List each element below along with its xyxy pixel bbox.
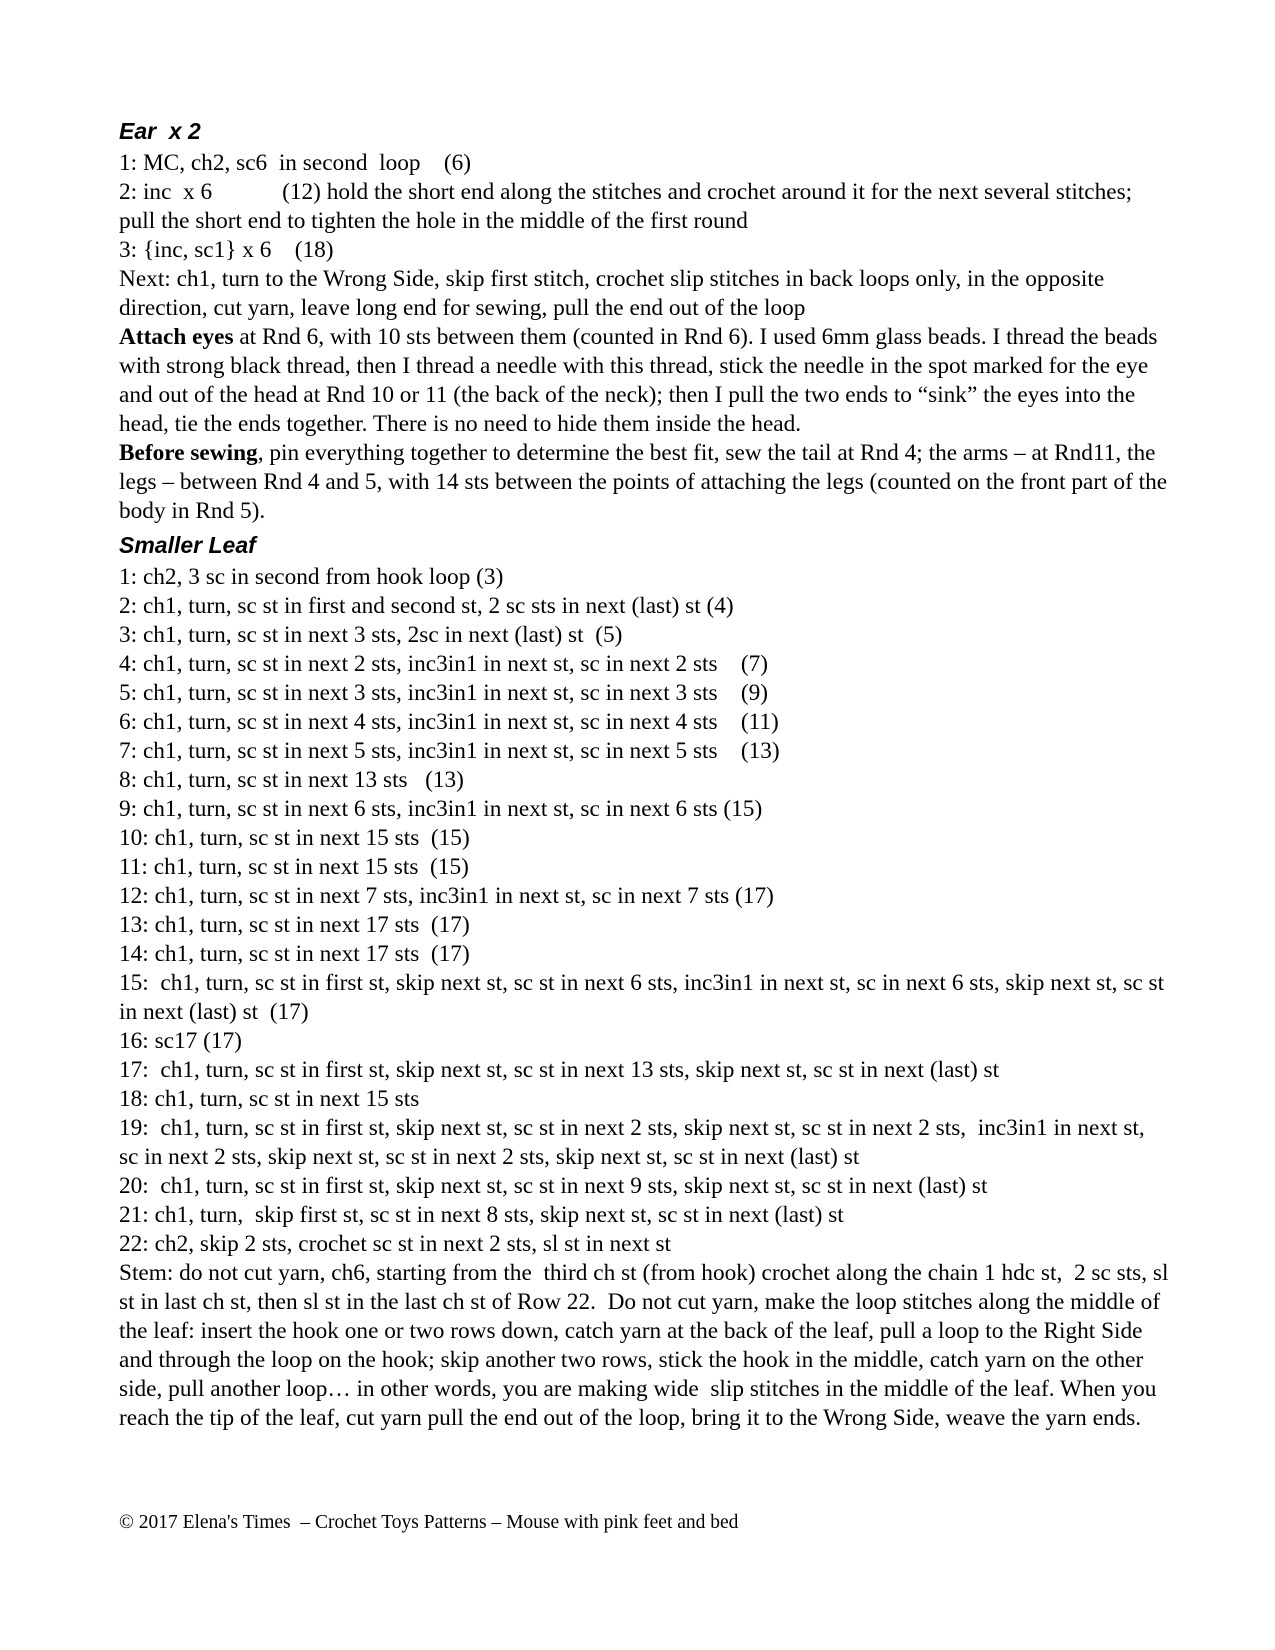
leaf-row: 6: ch1, turn, sc st in next 4 sts, inc3in1 in next st, sc in next 4 sts (11) bbox=[119, 709, 779, 735]
leaf-row: 11: ch1, turn, sc st in next 15 sts (15) bbox=[119, 854, 469, 880]
leaf-row: 16: sc17 (17) bbox=[119, 1028, 242, 1054]
leaf-row: 18: ch1, turn, sc st in next 15 sts bbox=[119, 1086, 420, 1112]
attach-eyes-paragraph bbox=[119, 323, 1169, 439]
leaf-rows-list bbox=[119, 563, 1169, 1259]
copyright-footer: © 2017 Elena's Times – Crochet Toys Patterns – Mouse with pink feet and bed bbox=[119, 1512, 739, 1533]
leaf-row: 5: ch1, turn, sc st in next 3 sts, inc3in1 in next st, sc in next 3 sts (9) bbox=[119, 680, 769, 706]
leaf-row: 22: ch2, skip 2 sts, crochet sc st in next 2 sts, sl st in next st bbox=[119, 1231, 671, 1257]
leaf-row: 4: ch1, turn, sc st in next 2 sts, inc3in1 in next st, sc in next 2 sts (7) bbox=[119, 651, 769, 677]
ear-round-2: 2: inc x 6 (12) hold the short end along the stitches and crochet around it for the next several stitches; pull the short end to tighten the hole in the middle of the first round bbox=[119, 179, 1138, 234]
before-sewing-paragraph bbox=[119, 439, 1173, 526]
leaf-row: 10: ch1, turn, sc st in next 15 sts (15) bbox=[119, 825, 470, 851]
ear-next-instruction: Next: ch1, turn to the Wrong Side, skip first stitch, crochet slip stitches in back loops only, in the opposite direction, cut yarn, leave long end for sewing, pull the end out of the loop bbox=[119, 266, 1110, 321]
leaf-stem-paragraph: Stem: do not cut yarn, ch6, starting from the third ch st (from hook) crochet along the chain 1 hdc st, 2 sc sts, sl st in last ch st, then sl st in the last ch st of Row 22. Do not cut yarn, make the loop stitches along the middle of the leaf: insert the hook one or two rows down, catch yarn at the back of the leaf, pull a loop to the Right Side and through the loop on the hook; skip another two rows, stick the hook in the middle, catch yarn on the other side, pull another loop… in other words, you are making wide slip stitches in the middle of the leaf. When you reach the tip of the leaf, cut yarn pull the end out of the loop, bring it to the Wrong Side, weave the yarn ends. bbox=[119, 1260, 1175, 1431]
leaf-row: 9: ch1, turn, sc st in next 6 sts, inc3in1 in next st, sc in next 6 sts (15) bbox=[119, 796, 763, 822]
ear-heading: Ear x 2 bbox=[119, 118, 201, 144]
before-sewing-text: , pin everything together to determine the best fit, sew the tail at Rnd 4; the arms – at Rnd11, the legs – between Rnd 4 and 5, with 14 sts between the points of attaching the legs (counted on the front part of the body in Rnd 5). bbox=[119, 440, 1173, 524]
leaf-row: 13: ch1, turn, sc st in next 17 sts (17) bbox=[119, 912, 470, 938]
attach-eyes-text: at Rnd 6, with 10 sts between them (counted in Rnd 6). I used 6mm glass beads. I thread the beads with strong black thread, then I thread a needle with this thread, stick the needle in the spot marked for the eye and out of the head at Rnd 10 or 11 (the back of the neck); then I pull the two ends to “sink” the eyes into the head, tie the ends together. There is no need to hide them inside the head. bbox=[119, 324, 1164, 437]
leaf-row: 7: ch1, turn, sc st in next 5 sts, inc3in1 in next st, sc in next 5 sts (13) bbox=[119, 738, 780, 764]
leaf-row: 14: ch1, turn, sc st in next 17 sts (17) bbox=[119, 941, 470, 967]
leaf-row: 1: ch2, 3 sc in second from hook loop (3) bbox=[119, 564, 504, 590]
leaf-row: 15: ch1, turn, sc st in first st, skip next st, sc st in next 6 sts, inc3in1 in next st, sc in next 6 sts, skip next st, sc st in next (last) st (17) bbox=[119, 970, 1170, 1025]
leaf-row: 8: ch1, turn, sc st in next 13 sts (13) bbox=[119, 767, 464, 793]
leaf-row: 21: ch1, turn, skip first st, sc st in next 8 sts, skip next st, sc st in next (last) st bbox=[119, 1202, 844, 1228]
leaf-row: 2: ch1, turn, sc st in first and second st, 2 sc sts in next (last) st (4) bbox=[119, 593, 734, 619]
before-sewing-label: Before sewing bbox=[119, 440, 258, 466]
attach-eyes-label: Attach eyes bbox=[119, 324, 234, 350]
leaf-heading: Smaller Leaf bbox=[119, 532, 256, 558]
page-content bbox=[119, 116, 1175, 1433]
leaf-row: 19: ch1, turn, sc st in first st, skip next st, sc st in next 2 sts, skip next st, sc st in next 2 sts, inc3in1 in next st, sc in next 2 sts, skip next st, sc st in next 2 sts, skip next st, sc st in next (last) st bbox=[119, 1115, 1151, 1170]
leaf-row: 17: ch1, turn, sc st in first st, skip next st, sc st in next 13 sts, skip next st, sc st in next (last) st bbox=[119, 1057, 1000, 1083]
leaf-row: 12: ch1, turn, sc st in next 7 sts, inc3in1 in next st, sc in next 7 sts (17) bbox=[119, 883, 774, 909]
leaf-row: 3: ch1, turn, sc st in next 3 sts, 2sc in next (last) st (5) bbox=[119, 622, 623, 648]
leaf-row: 20: ch1, turn, sc st in first st, skip next st, sc st in next 9 sts, skip next st, sc st in next (last) st bbox=[119, 1173, 988, 1199]
ear-round-3: 3: {inc, sc1} x 6 (18) bbox=[119, 237, 334, 263]
ear-round-1: 1: MC, ch2, sc6 in second loop (6) bbox=[119, 150, 472, 176]
